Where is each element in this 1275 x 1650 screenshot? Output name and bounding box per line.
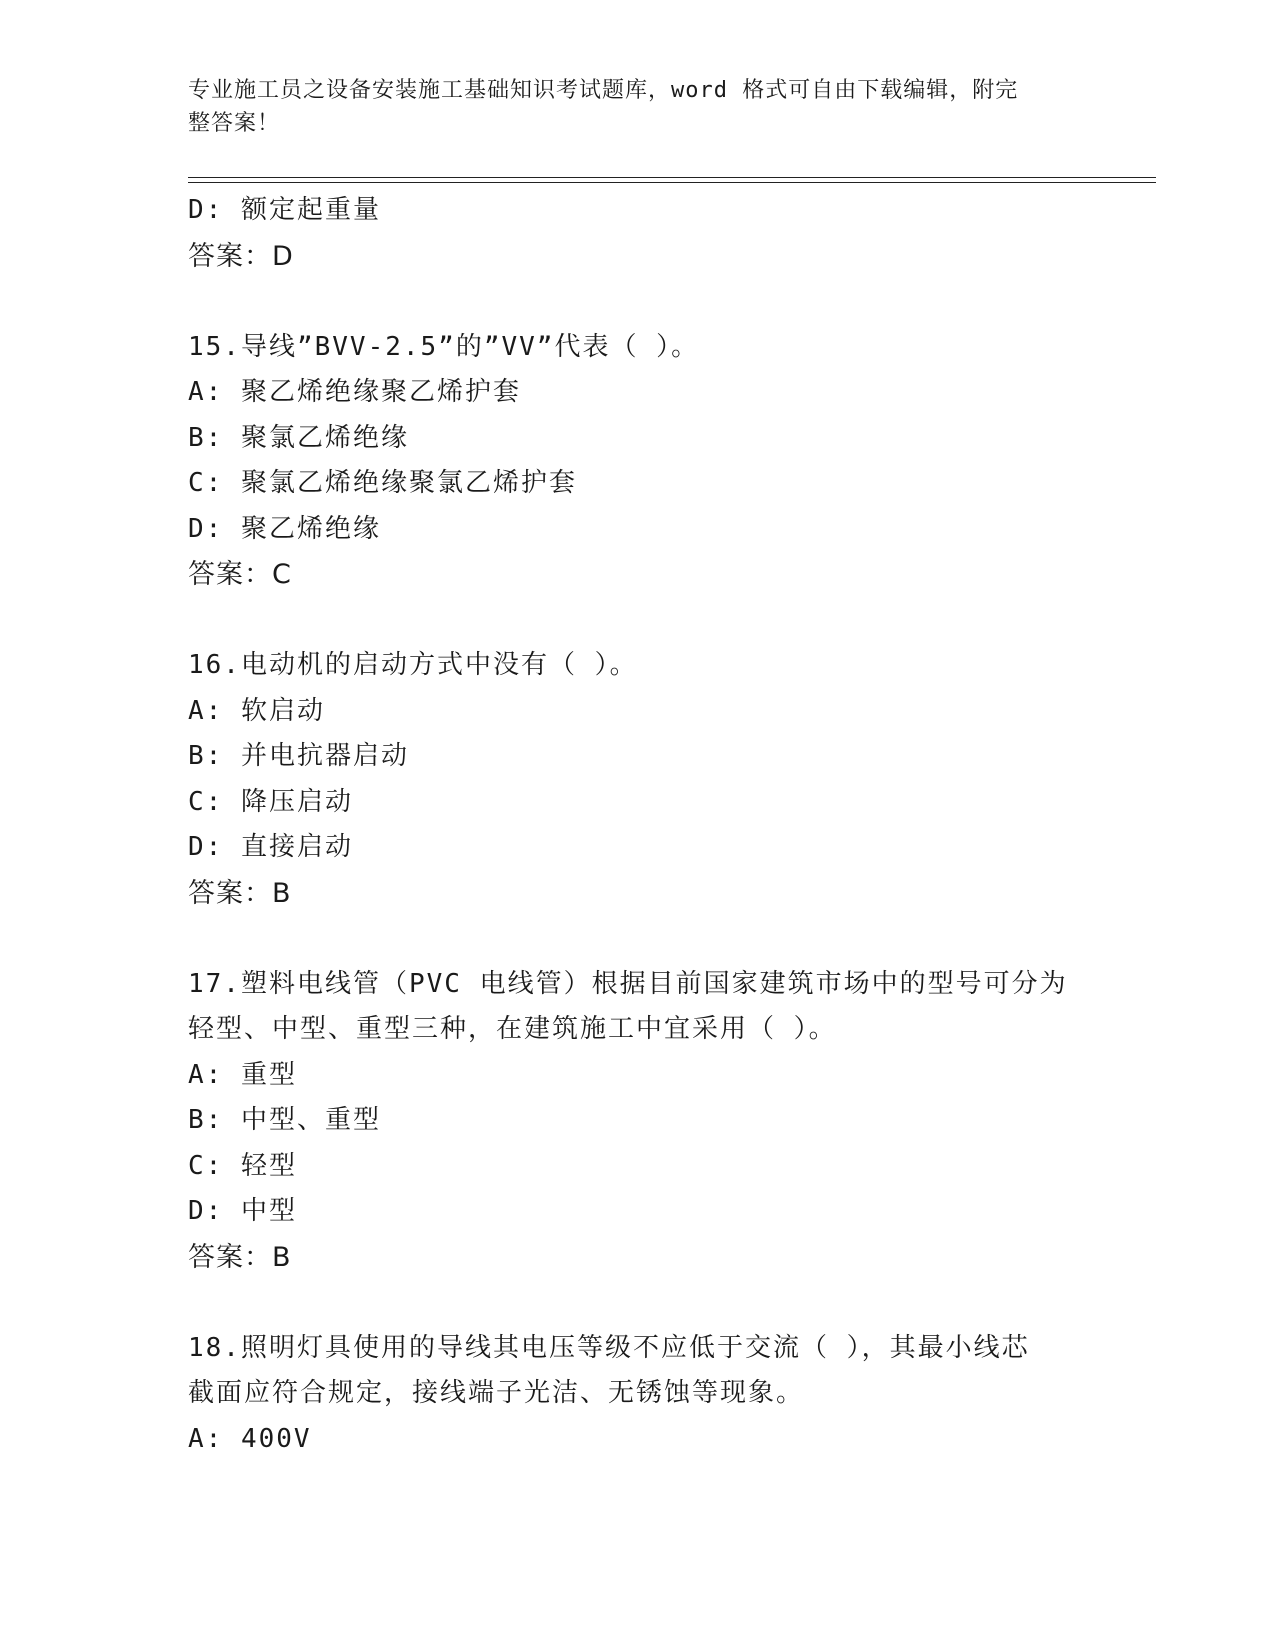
question-text-line-1: 17.塑料电线管（PVC 电线管）根据目前国家建筑市场中的型号可分为 [188, 968, 1068, 999]
header-divider-top [188, 177, 1156, 178]
question-text: 16.电动机的启动方式中没有（ ）。 [188, 650, 638, 680]
answer: 答案：B [188, 877, 292, 909]
option-a: A: 聚乙烯绝缘聚乙烯护套 [188, 377, 521, 407]
option-b: B: 中型、重型 [188, 1105, 381, 1135]
option-c: C: 轻型 [188, 1150, 297, 1181]
document-header [188, 74, 1068, 140]
option-b: B: 聚氯乙烯绝缘 [188, 422, 409, 453]
question-text: 15.导线”BVV-2.5”的”VV”代表（ ）。 [188, 331, 700, 362]
question-text-line-1: 18.照明灯具使用的导线其电压等级不应低于交流（ ），其最小线芯 [188, 1332, 1030, 1363]
question-17 [188, 962, 1088, 1281]
answer: 答案：C [188, 559, 292, 590]
option-d: D: 额定起重量 [188, 195, 381, 225]
answer: 答案：B [188, 1241, 292, 1273]
option-d: D: 聚乙烯绝缘 [188, 513, 381, 544]
header-title-line-2: 整答案！ [188, 111, 281, 136]
option-a: A: 软启动 [188, 695, 325, 726]
question-14 [188, 188, 1088, 279]
question-text-line-2: 截面应符合规定，接线端子光洁、无锈蚀等现象。 [188, 1378, 805, 1408]
question-text-line-2: 轻型、中型、重型三种，在建筑施工中宜采用（ ）。 [188, 1014, 837, 1044]
header-title-line-1: 专业施工员之设备安装施工基础知识考试题库，word 格式可自由下载编辑，附完 [188, 78, 1019, 103]
question-list [188, 188, 1088, 1462]
header-divider-bottom [188, 182, 1156, 183]
option-b: B: 并电抗器启动 [188, 741, 409, 771]
spacer [188, 279, 1088, 325]
spacer [188, 598, 1088, 644]
option-a: A: 重型 [188, 1059, 297, 1090]
option-c: C: 聚氯乙烯绝缘聚氯乙烯护套 [188, 468, 577, 498]
option-a: A: 400V [188, 1423, 312, 1454]
spacer [188, 1280, 1088, 1326]
spacer [188, 916, 1088, 962]
question-16 [188, 643, 1088, 916]
option-d: D: 直接启动 [188, 832, 353, 862]
question-18 [188, 1326, 1088, 1463]
option-d: D: 中型 [188, 1196, 297, 1226]
answer: 答案：D [188, 240, 294, 272]
option-c: C: 降压启动 [188, 786, 353, 817]
question-15 [188, 325, 1088, 598]
